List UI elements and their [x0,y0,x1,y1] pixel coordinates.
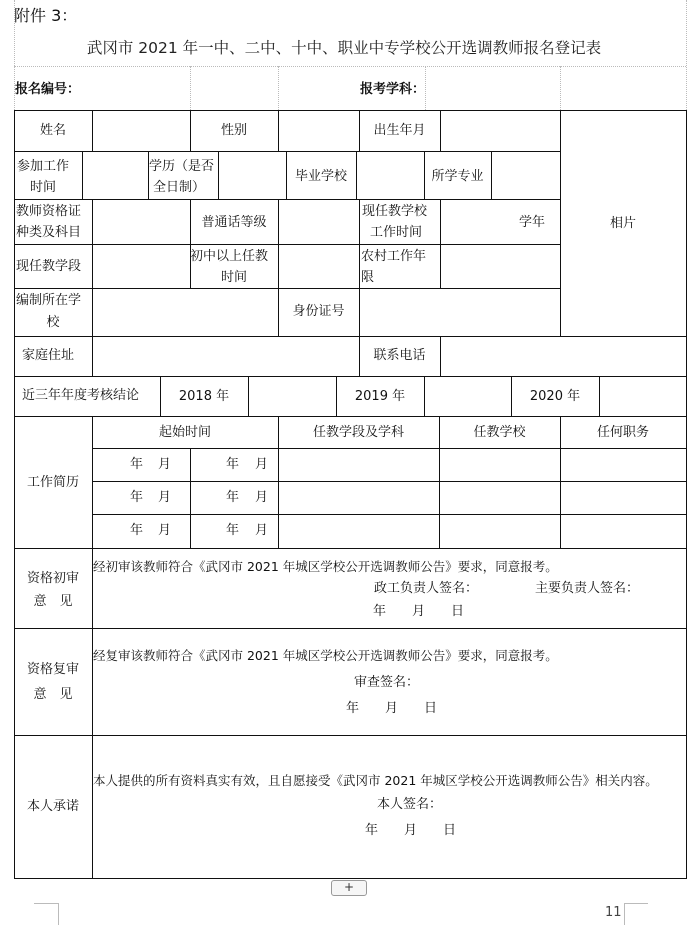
resume-subject-field[interactable] [279,482,439,514]
resume-school-field[interactable] [440,515,560,548]
resume-year: 年 [226,457,240,472]
year-2019-label: 2019 年 [354,389,406,404]
margin-mark [624,903,625,925]
year-2020-label: 2020 年 [529,389,581,404]
cert-field[interactable] [93,200,190,244]
guide-line [278,66,279,110]
school-label: 毕业学校 [294,169,347,184]
junior-years-label-2: 时间 [220,270,247,285]
id-no-field[interactable] [360,289,560,336]
resume-post-field[interactable] [561,515,686,548]
gender-field[interactable] [279,111,359,151]
rural-label-2: 限 [361,270,375,285]
resume-month: 月 [255,523,269,538]
margin-mark [34,903,58,904]
rural-label-1: 农村工作年 [361,249,427,264]
address-field[interactable] [93,337,359,376]
gender-label: 性别 [220,123,247,138]
add-row-button[interactable]: + [331,880,367,896]
row-rule [14,416,687,417]
name-label: 姓名 [39,123,66,138]
birth-label: 出生年月 [373,123,426,138]
row-rule [14,376,687,377]
appraisal-2020-field[interactable] [600,377,686,416]
cur-level-field[interactable] [93,245,190,288]
rural-field[interactable] [441,245,560,288]
resume-subject-field[interactable] [279,449,439,481]
appraisal-2018-field[interactable] [249,377,336,416]
establishment-field[interactable] [93,289,278,336]
education-label-2: 全日制） [153,180,206,195]
junior-years-label-1: 初中以上任教 [190,249,269,264]
resume-year: 年 [130,523,144,538]
resume-month: 月 [158,457,172,472]
school-field[interactable] [357,152,424,199]
second-review-date: 年 月 日 [346,701,438,716]
resume-year: 年 [226,490,240,505]
row-rule [14,628,687,629]
table-border [14,110,15,879]
year-2018-label: 2018 年 [178,389,230,404]
work-start-field[interactable] [83,152,148,199]
junior-years-field[interactable] [279,245,359,288]
first-review-label-1: 资格初审 [26,571,79,586]
guide-line [686,0,687,110]
row-rule [14,735,687,736]
name-field[interactable] [93,111,190,151]
guide-line [190,66,191,110]
cert-label-2: 种类及科目 [16,225,82,240]
id-no-label: 身份证号 [292,304,345,319]
margin-mark [58,903,59,925]
second-review-sig: 审查签名： [354,675,420,690]
year-unit-label: 学年 [519,215,546,230]
resume-subject-field[interactable] [279,515,439,548]
row-rule [14,548,687,549]
resume-header-subject: 任教学段及学科 [312,425,404,440]
attachment-label: 附件 3： [14,6,78,25]
first-review-sig-political: 政工负责人签名： [374,581,479,596]
cert-label-1: 教师资格证 [16,204,82,219]
appraisal-2019-field[interactable] [425,377,511,416]
page-title: 武冈市 2021 年一中、二中、十中、职业中专学校公开选调教师报名登记表 [86,39,602,57]
pledge-sig: 本人签名： [377,797,443,812]
birth-field[interactable] [441,111,560,151]
resume-post-field[interactable] [561,449,686,481]
resume-month: 月 [158,523,172,538]
resume-header-start: 起始时间 [158,425,211,440]
resume-post-field[interactable] [561,482,686,514]
photo-label: 相片 [609,216,636,231]
resume-year: 年 [226,523,240,538]
table-border [14,878,687,879]
address-label: 家庭住址 [22,348,75,363]
second-review-text: 经复审该教师符合《武冈市 2021 年城区学校公开选调教师公告》要求，同意报考。 [93,648,558,663]
second-review-label-2: 意 见 [33,687,73,702]
phone-label: 联系电话 [373,348,426,363]
major-label: 所学专业 [431,169,484,184]
guide-line [14,66,686,67]
guide-line [560,66,561,110]
col-rule [190,448,191,549]
first-review-label-2: 意 见 [33,594,73,609]
photo-field[interactable] [561,111,686,336]
resume-school-field[interactable] [440,482,560,514]
mandarin-field[interactable] [279,200,359,244]
pledge-date: 年 月 日 [365,823,457,838]
cur-years-label-1: 现任教学校 [362,204,428,219]
page-number: 11 [605,905,622,920]
reg-no-label: 报名编号： [15,82,81,97]
guide-line [425,66,426,110]
work-start-label-1: 参加工作 [17,159,70,174]
education-field[interactable] [219,152,286,199]
table-border [686,110,687,879]
phone-field[interactable] [441,337,686,376]
establishment-label-1: 编制所在学 [16,293,82,308]
resume-label: 工作简历 [26,475,79,490]
resume-month: 月 [255,490,269,505]
first-review-sig-principal: 主要负责人签名： [535,581,640,596]
resume-school-field[interactable] [440,449,560,481]
major-field[interactable] [492,152,560,199]
education-label-1: 学历（是否 [149,159,215,174]
resume-month: 月 [158,490,172,505]
cur-years-label-2: 工作时间 [370,225,423,240]
resume-header-school: 任教学校 [473,425,526,440]
second-review-label-1: 资格复审 [26,662,79,677]
cur-level-label: 现任教学段 [16,259,82,274]
pledge-text: 本人提供的所有资料真实有效，且自愿接受《武冈市 2021 年城区学校公开选调教师公告》相关内容。 [93,773,658,788]
resume-header-post: 任何职务 [596,425,649,440]
subject-label: 报考学科： [360,82,426,97]
first-review-text: 经初审该教师符合《武冈市 2021 年城区学校公开选调教师公告》要求，同意报考。 [93,559,558,574]
resume-month: 月 [255,457,269,472]
mandarin-label: 普通话等级 [201,215,267,230]
appraisal-label: 近三年年度考核结论 [22,388,140,403]
establishment-label-2: 校 [46,315,60,330]
pledge-label: 本人承诺 [26,799,79,814]
resume-year: 年 [130,490,144,505]
resume-year: 年 [130,457,144,472]
margin-mark [624,903,648,904]
work-start-label-2: 时间 [30,180,57,195]
first-review-date: 年 月 日 [373,604,465,619]
